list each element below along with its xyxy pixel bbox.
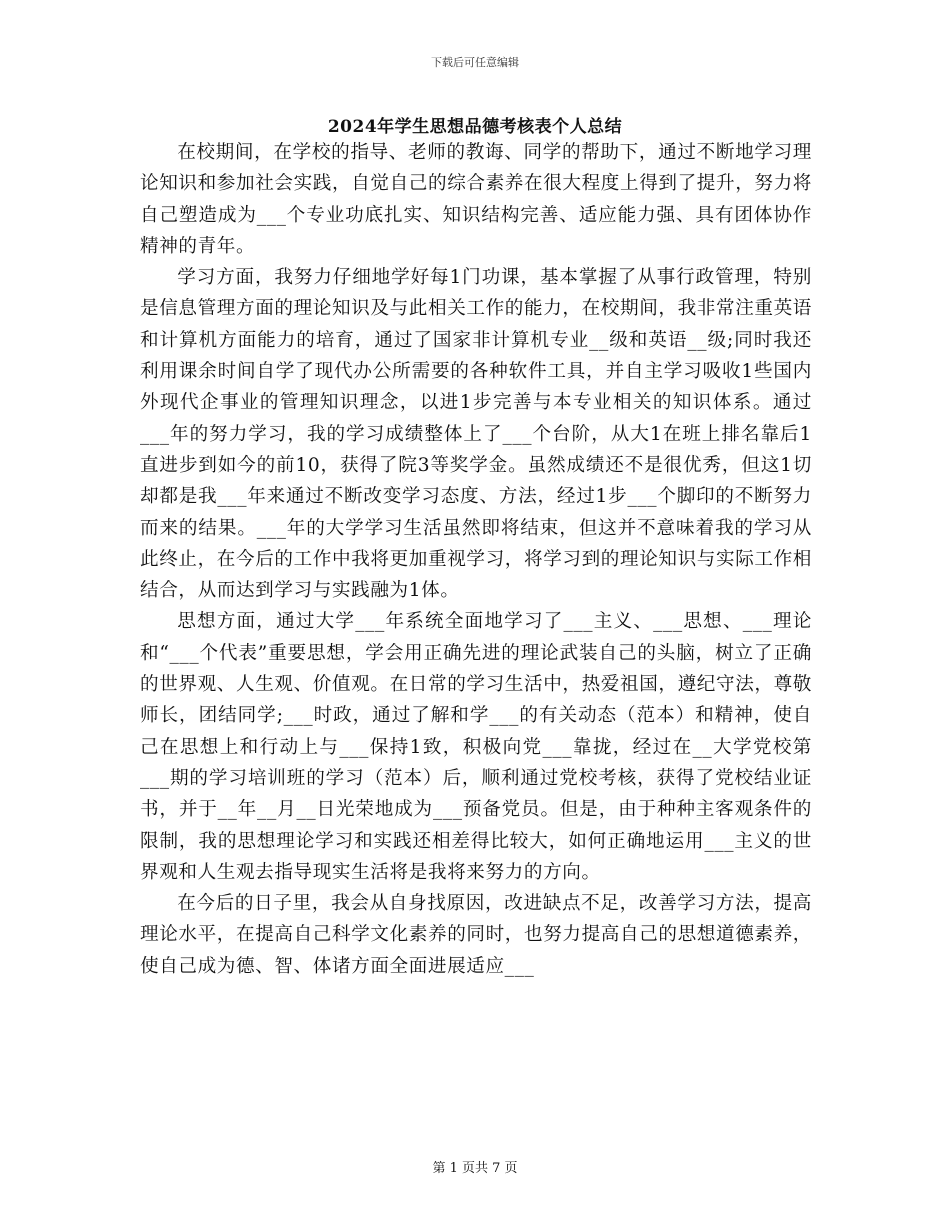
paragraph-future: 在今后的日子里，我会从自身找原因，改进缺点不足，改善学习方法，提高理论水平，在提高自己科学文化素养的同时，也努力提高自己的思想道德素养，使自己成为德、智、体诸方面全面进展适应___ (140, 893, 812, 977)
page-footer: 第 1 页共 7 页 (432, 1161, 518, 1176)
document-title: 2024年学生思想品德考核表个人总结 (327, 117, 623, 137)
paragraph-ideology: 思想方面，通过大学___年系统全面地学习了___主义、___思想、___理论和“___个代表”重要思想，学会用正确先进的理论武装自己的头脑，树立了正确的世界观、人生观、价值观。在日常的学习生活中，热爱祖国，遵纪守法，尊敬师长，团结同学;___时政，通过了解和学___的有关动态（范本）和精神，使自己在思想上和行动上与___保持1致，积极向党___靠拢，经过在__大学党校第___期的学习培训班的学习（范本）后，顺利通过党校考核，获得了党校结业证书，并于__年__月__日光荣地成为___预备党员。但是，由于种种主客观条件的限制，我的思想理论学习和实践还相差得比较大，如何正确地运用___主义的世界观和人生观去指导现实生活将是我将来努力的方向。 (140, 611, 812, 883)
header-note: 下载后可任意编辑 (431, 56, 519, 69)
document-body (140, 137, 812, 982)
paragraph-study: 学习方面，我努力仔细地学好每1门功课，基本掌握了从事行政管理，特别是信息管理方面的理论知识及与此相关工作的能力，在校期间，我非常注重英语和计算机方面能力的培育，通过了国家非计算机专业__级和英语__级;同时我还利用课余时间自学了现代办公所需要的各种软件工具，并自主学习吸收1些国内外现代企事业的管理知识理念，以进1步完善与本专业相关的知识体系。通过___年的努力学习，我的学习成绩整体上了___个台阶，从大1在班上排名靠后1直进步到如今的前10，获得了院3等奖学金。虽然成绩还不是很优秀，但这1切却都是我___年来通过不断改变学习态度、方法，经过1步___个脚印的不断努力而来的结果。___年的大学学习生活虽然即将结束，但这并不意味着我的学习从此终止，在今后的工作中我将更加重视学习，将学习到的理论知识与实际工作相结合，从而达到学习与实践融为1体。 (140, 267, 812, 602)
paragraph-intro: 在校期间，在学校的指导、老师的教诲、同学的帮助下，通过不断地学习理论知识和参加社会实践，自觉自己的综合素养在很大程度上得到了提升，努力将自己塑造成为___个专业功底扎实、知识结构完善、适应能力强、具有团体协作精神的青年。 (140, 142, 812, 257)
